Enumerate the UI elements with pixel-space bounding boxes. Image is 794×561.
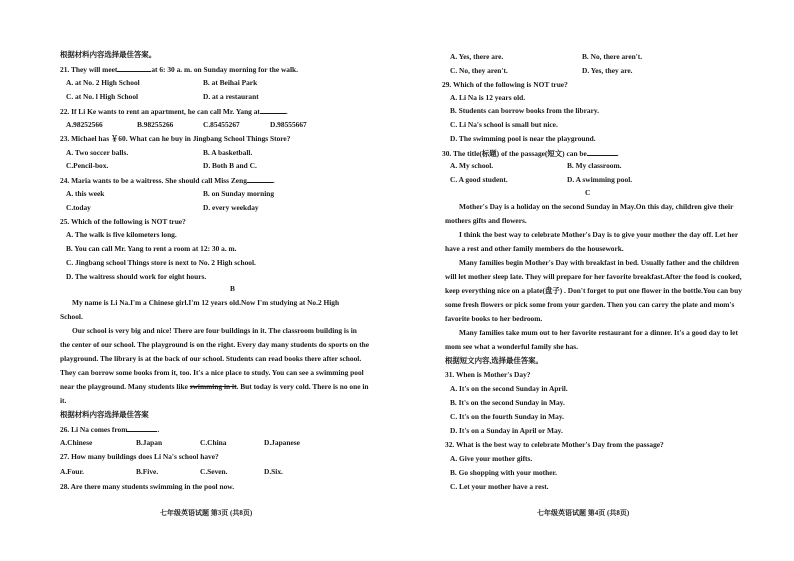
option-c: C. A good student. bbox=[450, 175, 508, 184]
instruction-heading: 根据材料内容选择最佳答案。 bbox=[60, 50, 157, 59]
passage-text: near the playground. Many students like bbox=[60, 382, 188, 391]
passage-text: . But today is very cold. There is no one in bbox=[236, 382, 369, 391]
section-b-heading: B bbox=[230, 284, 235, 293]
option-d: D. The waitress should work for eight hours. bbox=[66, 272, 207, 281]
option-c: C. Let your mother have a rest. bbox=[450, 482, 549, 491]
answer-blank bbox=[587, 148, 617, 156]
option-a: A. The walk is five kilometers long. bbox=[66, 230, 177, 239]
passage-line: Many families begin Mother's Day with breakfast in bed. Usually father and the children bbox=[459, 258, 740, 267]
passage-line: mom see what a wonderful family she has. bbox=[445, 342, 579, 351]
question-27: 27. How many buildings does Li Na's school have? bbox=[60, 452, 219, 461]
option-a: A. Give your mother gifts. bbox=[450, 454, 533, 463]
option-c: C. It's on the fourth Sunday in May. bbox=[450, 412, 564, 421]
option-d: D.98555667 bbox=[270, 120, 307, 129]
option-c: C. Jingbang school Things store is next to No. 2 High school. bbox=[66, 258, 256, 267]
question-29: 29. Which of the following is NOT true? bbox=[442, 80, 568, 89]
passage-line: playground. The library is at the back of our school. Students can read books there after school. bbox=[60, 354, 362, 363]
section-c-heading: C bbox=[585, 188, 591, 197]
option-b: B. You can call Mr. Yang to rent a room at 12: 30 a. m. bbox=[66, 244, 237, 253]
instruction-heading: 根据材料内容选择最佳答案 bbox=[60, 410, 149, 419]
question-23: 23. Michael has ￥60. What can he buy in Jingbang School Things Store? bbox=[60, 134, 291, 143]
question-24-stem: 24. Maria wants to be a waitress. She should call Miss Zeng bbox=[60, 176, 247, 185]
passage-line: some fresh flowers or pick some from your garden. Then you can carry the plate and mom's bbox=[445, 300, 735, 309]
passage-line: I think the best way to celebrate Mother's Day is to give your mother the day off. Let her bbox=[459, 230, 739, 239]
option-a: A.98252566 bbox=[66, 120, 103, 129]
option-b: B. No, there aren't. bbox=[582, 52, 643, 61]
passage-line: the center of our school. The playground is on the right. Every day many students do sports on the bbox=[60, 340, 370, 349]
option-c: C.today bbox=[66, 203, 91, 212]
passage-line: keep everything nice on a plate(盘子) . Don't forget to put one flower in the bottle.You can buy bbox=[445, 286, 742, 295]
option-a: A.Chinese bbox=[60, 438, 93, 447]
question-30: 30. The title(标题) of the passage(短文) can be . bbox=[442, 149, 619, 158]
option-a: A.Four. bbox=[60, 467, 84, 476]
option-c: C.China bbox=[200, 438, 227, 447]
passage-line: Mother's Day is a holiday on the second Sunday in May.On this day, children give their bbox=[459, 202, 734, 211]
passage-line: have a rest and other family members do the housework. bbox=[445, 244, 624, 253]
question-21-stem-b: at 6: 30 a. m. on Sunday morning for the walk. bbox=[151, 65, 299, 74]
passage-line bbox=[60, 382, 368, 391]
instruction-heading: 根据短文内容,选择最佳答案。 bbox=[445, 356, 543, 365]
option-b: B. Students can borrow books from the library. bbox=[450, 106, 599, 115]
option-b: B. A basketball. bbox=[203, 148, 253, 157]
passage-line: it. bbox=[60, 396, 67, 405]
question-22-stem: 22. If Li Ke wants to rent an apartment, he can call Mr. Yang at bbox=[60, 107, 260, 116]
option-a: A. Li Na is 12 years old. bbox=[450, 93, 526, 102]
question-30-stem: 30. The title(标题) of the passage(短文) can be bbox=[442, 149, 587, 158]
option-a: A. this week bbox=[66, 189, 105, 198]
option-d: D. A swimming pool. bbox=[567, 175, 633, 184]
option-c: C. Li Na's school is small but nice. bbox=[450, 120, 558, 129]
option-c: C.Pencil-box. bbox=[66, 161, 109, 170]
passage-line: favorite books to her bedroom. bbox=[445, 314, 543, 323]
passage-line: will let mother sleep late. They will prepare for her favorite breakfast.After the food is cooked, bbox=[445, 272, 742, 281]
passage-line: School. bbox=[60, 312, 83, 321]
option-d: D. at a restaurant bbox=[203, 92, 259, 101]
passage-line: mothers gifts and flowers. bbox=[445, 216, 527, 225]
passage-line: Our school is very big and nice! There are four buildings in it. The classroom building is in bbox=[72, 326, 357, 335]
option-c: C. at No. l High School bbox=[66, 92, 139, 101]
option-c: C.85455267 bbox=[203, 120, 240, 129]
question-26-stem: 26. Li Na comes from bbox=[60, 425, 128, 434]
question-28: 28. Are there many students swimming in the pool now. bbox=[60, 482, 235, 491]
option-b: B. on Sunday morning bbox=[203, 189, 275, 198]
question-25: 25. Which of the following is NOT true? bbox=[60, 217, 186, 226]
option-d: D.Six. bbox=[264, 467, 283, 476]
option-a: A. Two soccer balls. bbox=[66, 148, 129, 157]
option-b: B. at Beihai Park bbox=[203, 78, 258, 87]
question-21 bbox=[60, 64, 298, 74]
answer-blank bbox=[127, 424, 157, 432]
question-21-stem-a: 21. They will meet bbox=[60, 65, 118, 74]
question-31: 31. When is Mother's Day? bbox=[445, 370, 531, 379]
option-d: D. The swimming pool is near the playground. bbox=[450, 134, 596, 143]
passage-line: My name is Li Na.I'm a Chinese girl.I'm 12 years old.Now I'm studying at No.2 High bbox=[72, 298, 340, 307]
question-22: 22. If Li Ke wants to rent an apartment, he can call Mr. Yang at . bbox=[60, 107, 288, 116]
page-footer: 七年级英语试题 第4页 (共8页) bbox=[537, 509, 630, 517]
question-26: 26. Li Na comes from . bbox=[60, 425, 160, 434]
passage-line: Many families take mum out to her favorite restaurant for a dinner. It's a good day to let bbox=[459, 328, 738, 337]
option-d: D. Yes, they are. bbox=[582, 66, 633, 75]
option-a: A. Yes, there are. bbox=[450, 52, 504, 61]
option-d: D. every weekday bbox=[203, 203, 259, 212]
option-b: B.Five. bbox=[136, 467, 159, 476]
option-d: D. It's on a Sunday in April or May. bbox=[450, 426, 563, 435]
option-a: A. It's on the second Sunday in April. bbox=[450, 384, 568, 393]
option-d: D. Both B and C. bbox=[203, 161, 257, 170]
option-b: B.Japan bbox=[136, 438, 163, 447]
answer-blank bbox=[117, 64, 151, 72]
option-a: A. at No. 2 High School bbox=[66, 78, 140, 87]
question-24: 24. Maria wants to be a waitress. She should call Miss Zeng . bbox=[60, 176, 275, 185]
struck-text: swimming in it bbox=[189, 382, 237, 391]
option-b: B. Go shopping with your mother. bbox=[450, 468, 557, 477]
option-b: B.98255266 bbox=[137, 120, 174, 129]
option-a: A. My school. bbox=[450, 161, 494, 170]
option-c: C.Seven. bbox=[200, 467, 228, 476]
page-footer: 七年级英语试题 第3页 (共8页) bbox=[160, 509, 253, 517]
right-page bbox=[397, 0, 794, 561]
question-32: 32. What is the best way to celebrate Mother's Day from the passage? bbox=[445, 440, 664, 449]
answer-blank bbox=[247, 175, 273, 183]
passage-line: They can borrow some books from it, too. It's a nice place to study. You can see a swimming pool bbox=[60, 368, 364, 377]
option-b: B. It's on the second Sunday in May. bbox=[450, 398, 565, 407]
option-c: C. No, they aren't. bbox=[450, 66, 508, 75]
answer-blank bbox=[260, 106, 286, 114]
option-d: D.Japanese bbox=[264, 438, 300, 447]
option-b: B. My classroom. bbox=[567, 161, 622, 170]
